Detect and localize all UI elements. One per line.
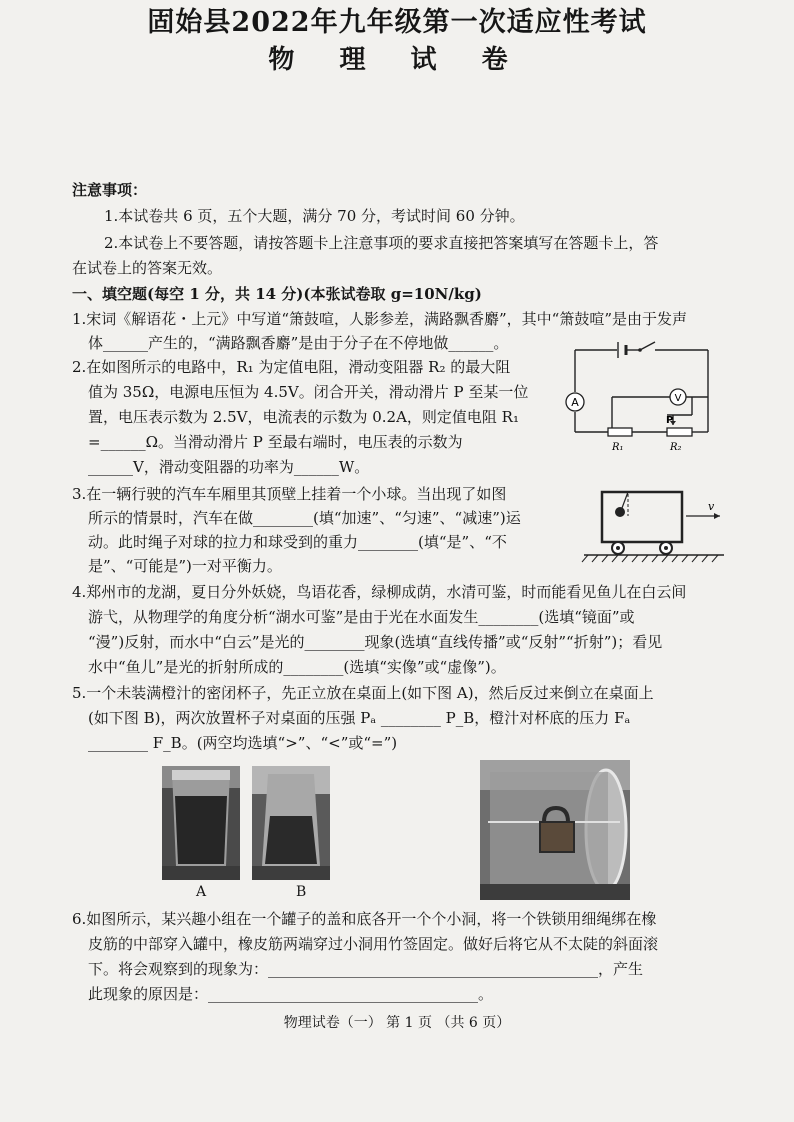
svg-text:A: A: [571, 396, 579, 409]
hanging-ball: [615, 507, 625, 517]
q5-line-2: (如下图 B)，两次放置杯子对桌面的压强 Pₐ ________ P_B，橙汁对杯底的压力 Fₐ: [88, 709, 631, 727]
notice-item-2-line-1: 2.本试卷上不要答题，请按答题卡上注意事项的要求直接把答案填写在答题卡上，答: [104, 234, 659, 252]
q2-line-3: 置，电压表示数为 2.5V，电流表的示数为 0.2A，则定值电阻 R₁: [88, 408, 519, 426]
q3-line-1: 3.在一辆行驶的汽车车厢里其顶壁上挂着一个小球。当出现了如图: [72, 485, 507, 503]
q4-line-2: 游弋，从物理学的角度分析“湖水可鉴”是由于光在水面发生________(选填“镜面”或: [88, 608, 635, 626]
q2-line-1: 2.在如图所示的电路中，R₁ 为定值电阻，滑动变阻器 R₂ 的最大阻: [72, 358, 511, 376]
q1-line-1: 1.宋词《解语花・上元》中写道“箫鼓喧，人影参差，满路飘香麝”，其中“箫鼓喧”是由于发声: [72, 310, 687, 328]
q4-line-1: 4.郑州市的龙湖，夏日分外妖娆，鸟语花香，绿柳成荫，水清可鉴，时而能看见鱼儿在白云间: [72, 583, 687, 601]
exam-subtitle: 物 理 试 卷: [268, 45, 526, 75]
caption-a: A: [196, 884, 207, 900]
q6-line-4: 此现象的原因是：____________________________________。: [88, 985, 494, 1003]
circuit-diagram: [560, 335, 720, 460]
cart-figure: [578, 486, 728, 566]
notice-heading: 注意事项：: [72, 181, 148, 199]
q3-line-3: 动。此时绳子对球的拉力和球受到的重力________(填“是”、“不: [88, 533, 507, 551]
q4-line-3: “漫”)反射，而水中“白云”是光的________现象(选填“直线传播”或“反射”“折射”)；看见: [88, 633, 663, 651]
q6-line-2: 皮筋的中部穿入罐中，橡皮筋两端穿过小洞用竹签固定。做好后将它从不太陡的斜面滚: [88, 935, 659, 953]
section-1-heading: 一、填空题(每空 1 分，共 14 分)(本张试卷取 g=10N/kg): [72, 285, 482, 303]
svg-text:R₂: R₂: [670, 442, 682, 453]
q5-line-3: ________ F_B。(两空均选填“>”、“<”或“=”): [88, 734, 398, 752]
q2-line-2: 值为 35Ω，电源电压恒为 4.5V。闭合开关，滑动滑片 P 至某一位: [88, 383, 529, 401]
q4-line-4: 水中“鱼儿”是光的折射所成的________(选填“实像”或“虚像”)。: [88, 658, 506, 676]
svg-text:V: V: [674, 393, 682, 404]
cup-photo-a: [162, 766, 240, 880]
notice-item-2-line-2: 在试卷上的答案无效。: [72, 259, 223, 277]
cup-photo-b: [252, 766, 330, 880]
svg-text:v: v: [708, 500, 715, 513]
svg-text:R₁: R₁: [612, 442, 624, 453]
can-lock-photo: [480, 760, 630, 900]
rheostat-r2: [667, 428, 692, 436]
q3-line-2: 所示的情景时，汽车在做________(填“加速”、“匀速”、“减速”)运: [88, 509, 521, 527]
cart-body: [602, 492, 682, 542]
svg-text:P: P: [666, 415, 674, 426]
q5-line-1: 5.一个未装满橙汁的密闭杯子，先正立放在桌面上(如下图 A)，然后反过来倒立在桌面上: [72, 684, 654, 702]
q2-line-4: =______Ω。当滑动滑片 P 至最右端时，电压表的示数为: [88, 433, 463, 451]
q1-line-2: 体______产生的，“满路飘香麝”是由于分子在不停地做______。: [88, 334, 509, 352]
q3-line-4: 是”、“可能是”)一对平衡力。: [88, 557, 282, 575]
page-footer: 物理试卷（一） 第 1 页 （共 6 页）: [283, 1015, 511, 1031]
exam-title: 固始县2022年九年级第一次适应性考试: [147, 7, 647, 38]
caption-b: B: [296, 884, 307, 900]
q6-line-3: 下。将会观察到的现象为：____________________________________________，产生: [88, 960, 644, 978]
q2-line-5: ______V，滑动变阻器的功率为______W。: [88, 458, 370, 476]
notice-item-1: 1.本试卷共 6 页，五个大题，满分 70 分，考试时间 60 分钟。: [104, 207, 525, 225]
lock: [540, 822, 574, 852]
resistor-r1: [608, 428, 632, 436]
q6-line-1: 6.如图所示，某兴趣小组在一个罐子的盖和底各开一个个小洞，将一个铁锁用细绳绑在橡: [72, 910, 657, 928]
